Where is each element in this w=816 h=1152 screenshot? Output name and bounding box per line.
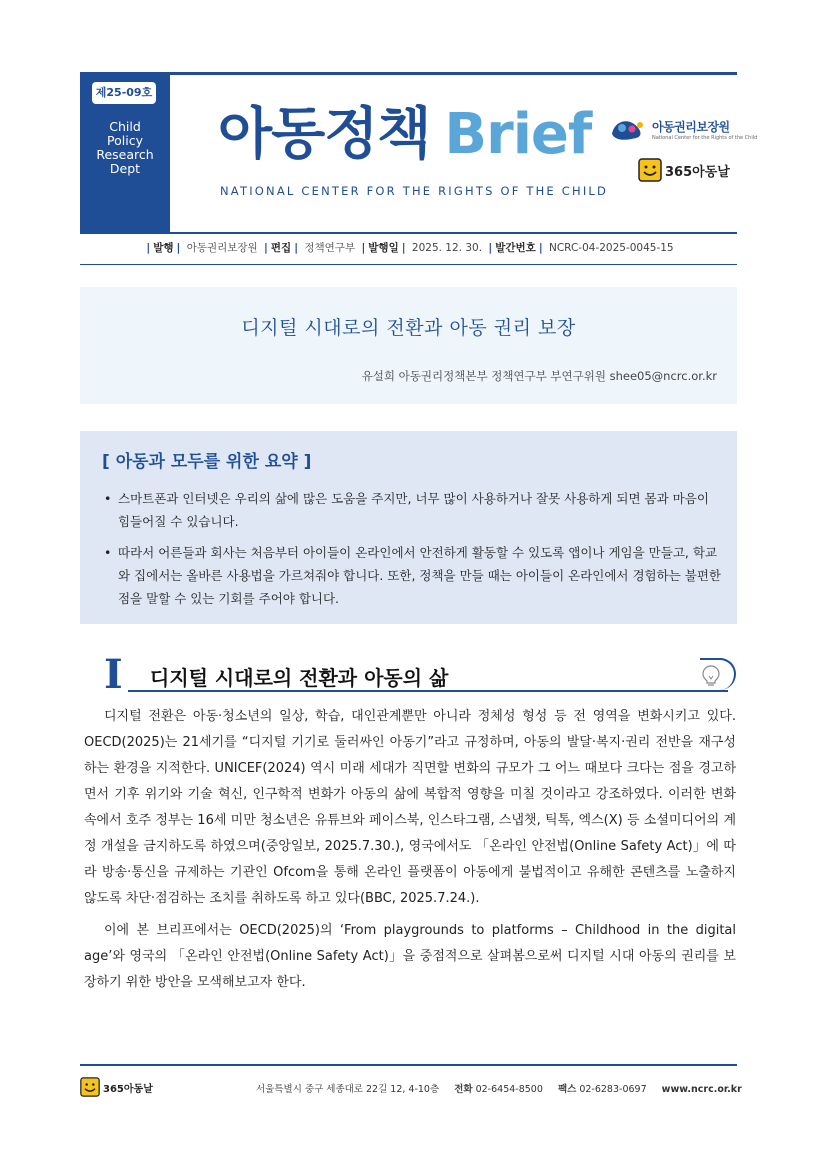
- paragraph: 이에 본 브리프에서는 OECD(2025)의 ‘From playgrounds to platforms – Childhood in the digital age’와 영국의 「온라인 안전법(Online Safety Act)」을 중점적으로 살펴봄으로써 디지털 시대 아동의 권리를 보장하기 위한 방안을 모색해보고자 한다.: [84, 923, 736, 990]
- document-title: 디지털 시대로의 전환과 아동 권리 보장: [241, 317, 576, 339]
- summary-title: [ 아동과 모두를 위한 요약 ]: [102, 452, 312, 472]
- summary-box: [80, 431, 737, 624]
- section-numeral: I: [104, 651, 123, 698]
- footer-campaign-logo: 365아동날: [80, 1077, 153, 1097]
- header-top-rule: [80, 72, 737, 75]
- issue-number: 제25-09호: [92, 82, 156, 104]
- brief-title-ko: 아동정책: [218, 102, 431, 167]
- footer-address: 서울특별시 중구 세종대로 22길 12, 4-10층: [256, 1084, 440, 1095]
- brief-subtitle: NATIONAL CENTER FOR THE RIGHTS OF THE CHILD: [220, 184, 609, 198]
- org-logo: [608, 116, 757, 142]
- department-label: Child Policy Research Dept: [96, 119, 154, 176]
- footer-fax: 02-6283-0697: [579, 1084, 647, 1095]
- footer-phone: 02-6454-8500: [475, 1084, 543, 1095]
- org-name-en: National Center for the Rights of the Child: [652, 134, 758, 141]
- footer-contact: 서울특별시 중구 세종대로 22길 12, 4-10층 전화 02-6454-8500 팩스 02-6283-0697 www.ncrc.or.kr: [256, 1084, 742, 1095]
- campaign-logo: [638, 158, 730, 182]
- brief-title: [218, 100, 591, 170]
- lightbulb-icon: [701, 664, 721, 688]
- children-logo-icon: [608, 116, 648, 142]
- campaign-name: 365아동날: [665, 164, 730, 180]
- list-item: • 따라서 어른들과 회사는 처음부터 아이들이 온라인에서 안전하게 활동할 수 있도록 앱이나 게임을 만들고, 학교와 집에서는 올바른 사용법을 가르쳐줘야 합니다. 또한, 정책을 만들 때는 아이들이 온라인에서 경험하는 불편한 점을 말할 수 있는 기회를 주어야 합니다.: [104, 545, 721, 606]
- info-top-rule: [80, 232, 737, 234]
- section-title: 디지털 시대로의 전환과 아동의 삶: [150, 666, 449, 690]
- publisher: 아동권리보장원: [186, 242, 258, 254]
- editor: 정책연구부: [304, 242, 356, 254]
- paragraph: 디지털 전환은 아동·청소년의 일상, 학습, 대인관계뿐만 아니라 정체성 형성 등 전 영역을 변화시키고 있다. OECD(2025)는 21세기를 “디지털 기기로 둘러싸인 아동기”라고 규정하며, 아동의 발달·복지·권리 전반을 재구성하는 환경을 지적한다. UNICEF(2024) 역시 미래 세대가 직면할 변화의 규모가 그 어느 때보다 크다는 점을 경고하면서 기후 위기와 기술 혁신, 인구학적 변화가 아동의 삶에 복합적 영향을 미칠 것이라고 강조하였다. 이러한 변화 속에서 호주 정부는 16세 미만 청소년은 유튜브와 페이스북, 인스타그램, 스냅챗, 틱톡, 엑스(X) 등 소셜미디어의 계정 개설을 금지하도록 하였으며(중앙일보, 2025.7.30.), 영국에서도 「온라인 안전법(Online Safety Act)」에 따라 방송·통신을 규제하는 기관인 Ofcom을 통해 온라인 플랫폼이 아동에게 불법적이고 유해한 콘텐츠를 노출하지 않도록 차단·점검하는 조치를 취하도록 하고 있다(BBC, 2025.7.24.).: [84, 709, 736, 906]
- footer-website[interactable]: www.ncrc.or.kr: [661, 1084, 742, 1095]
- list-item: • 스마트폰과 인터넷은 우리의 삶에 많은 도움을 주지만, 너무 많이 사용하거나 잘못 사용하게 되면 몸과 마음이 힘들어질 수 있습니다.: [104, 491, 709, 529]
- org-name: 아동권리보장원: [652, 119, 730, 134]
- publication-info: | 발행 | 아동권리보장원 | 편집 | 정책연구부 | 발행일 | 2025. 12. 30. | 발간번호 | NCRC-04-2025-0045-15: [146, 242, 674, 254]
- smile-icon: [80, 1077, 100, 1097]
- issue-badge: [80, 72, 170, 232]
- info-bottom-rule: [80, 264, 737, 265]
- footer-rule: [80, 1064, 737, 1066]
- smile-icon: [638, 158, 662, 182]
- publication-number: NCRC-04-2025-0045-15: [549, 242, 674, 254]
- publish-date: 2025. 12. 30.: [411, 242, 483, 254]
- title-box: [80, 287, 737, 404]
- brief-title-en: Brief: [444, 102, 592, 167]
- summary-list: [104, 487, 722, 618]
- author-line: 유설희 아동권리정책본부 정책연구부 부연구위원 shee05@ncrc.or.kr: [361, 369, 717, 383]
- section-body: [84, 704, 736, 1002]
